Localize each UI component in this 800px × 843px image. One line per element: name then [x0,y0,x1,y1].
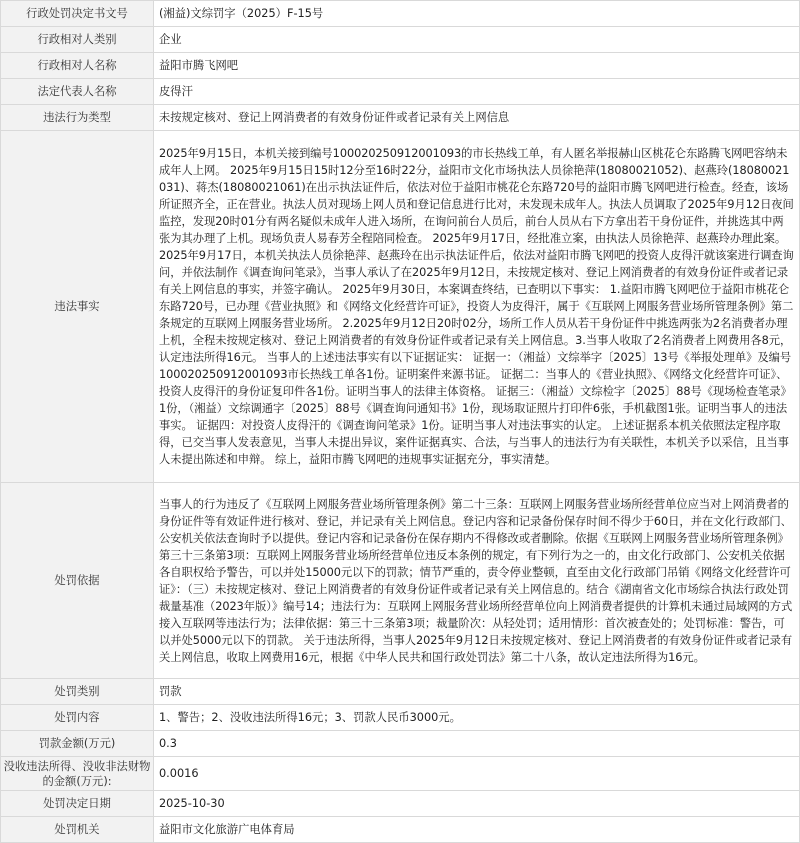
label-legal-representative: 法定代表人名称 [1,79,154,105]
value-party-category: 企业 [154,27,800,53]
label-party-category: 行政相对人类别 [1,27,154,53]
value-decision-date: 2025-10-30 [154,791,800,817]
row-party-category [1,27,800,53]
row-violation-type [1,105,800,131]
row-party-name [1,53,800,79]
value-violation-type: 未按规定核对、登记上网消费者的有效身份证件或者记录有关上网信息 [154,105,800,131]
label-penalty-category: 处罚类别 [1,679,154,705]
label-confiscation-amount: 没收违法所得、没收非法财物的金额(万元): [1,757,154,791]
label-party-name: 行政相对人名称 [1,53,154,79]
label-penalty-content: 处罚内容 [1,705,154,731]
value-penalty-content: 1、警告；2、没收违法所得16元；3、罚款人民币3000元。 [154,705,800,731]
row-penalty-authority [1,817,800,843]
value-legal-representative: 皮得汗 [154,79,800,105]
value-violation-facts: 2025年9月15日，本机关接到编号10002025091200109​3的市长热线工单，有人匿名举报赫山区桃花仑东路腾飞网吧容纳未成年人上网。 2025年9月15日15时12分至16时22分，益阳市文化市场执法人员徐艳萍(18080021052)、赵燕玲(18080021031)、蒋杰(18080021061)在出示执法证件后，依法对位于益阳市桃花仑东路720号的益阳市腾飞网吧进行检查。经查，该场所证照齐全，正在营业。执法人员对现场上网人员和登记信息进行比对，未发现未成年人。执法人员调取了2025年9月12日夜间监控，发现20时01分有两名疑似未成年人进入场所，在询问前台人员后，前台人员从右下方拿出若干身份证件，并挑选其中两张为其办理了上机。现场负责人易春芳全程陪同检查。 2025年9月17日，经批准立案，由执法人员徐艳萍、赵燕玲办理此案。 2025年9月17日，本机关执法人员徐艳萍、赵燕玲在出示执法证件后，依法对益阳市腾飞网吧的投资人皮得汗就该案进行调查询问，并依法制作《调查询问笔录》，当事人承认了在2025年9月12日，未按规定核对、登记上网消费者的有效身份证件或者记录有关上网信息的事实，并签字确认。 2025年9月30日，本案调查终结，已查明以下事实： 1.益阳市腾飞网吧位于益阳市桃花仑东路720号，已办理《营业执照》和《网络文化经营许可证》，投资人为皮得汗，属于《互联网上网服务营业场所管理条例》第二条规定的互联网上网服务营业场所。 2.2025年9月12日20时02分，场所工作人员从若干身份证件中挑选两张为2名消费者办理上机，全程未按规定核对、登记上网消费者的有效身份证件或者记录有关上网信息。3.当事人收取了2名消费者上网费用各8元，认定违法所得16元。 当事人的上述违法事实有以下证据证实： 证据一：（湘益）文综举字〔2025〕13号《举报处理单》及编号10002025091200109​3市长热线工单各1份。证明案件来源书证。 证据二：当事人的《营业执照》、《网络文化经营许可证》、投资人皮得汗的身份证复印件各1份。证明当事人的法律主体资格。 证据三：（湘益）文综检字〔2025〕88号《现场检查笔录》1份，（湘益）文综调通字〔2025〕88号《调查询问通知书》1份，现场取证照片打印件6张，手机截图1张。证明当事人的违法事实。 证据四：对投资人皮得汗的《调查询问笔录》1份。证明当事人对违法事实的认定。 上述证据系本机关依照法定程序取得，已交当事人发表意见，当事人未提出异议，案件证据真实、合法，与当事人的违法行为有关联性，本机关予以采信，且当事人未提出陈述和申辩。 综上，益阳市腾飞网吧的违规事实证据充分，事实清楚。 [154,131,800,483]
label-violation-facts: 违法事实 [1,131,154,483]
row-violation-facts [1,131,800,483]
value-penalty-authority: 益阳市文化旅游广电体育局 [154,817,800,843]
row-penalty-category [1,679,800,705]
value-penalty-basis: 当事人的行为违反了《互联网上网服务营业场所管理条例》第二十三条：互联网上网服务营业场所经营单位应当对上网消费者的身份证件等有效证件进行核对、登记，并记录有关上网信息。登记内容和记录备份保存时间不得少于60日，并在文化行政部门、公安机关依法查询时予以提供。登记内容和记录备份在保存期内不得修改或者删除。依据《互联网上网服务营业场所管理条例》第三十三条第3项：互联网上网服务营业场所经营单位违反本条例的规定，有下列行为之一的，由文化行政部门、公安机关依据各自职权给予警告，可以并处15000元以下的罚款；情节严重的，责令停业整顿，直至由文化行政部门吊销《网络文化经营许可证》：（三）未按规定核对、登记上网消费者的有效身份证件或者记录有关上网信息的。结合《湖南省文化市场综合执法行政处罚裁量基准（2023年版）》编号14；违法行为：互联网上网服务营业场所经营单位向上网消费者提供的计算机未通过局域网的方式接入互联网等违法行为；法律依据：第三十三条第3项；裁量阶次：从轻处罚；适用情形：首次被查处的；处罚标准：警告，可以并处5000元以下的罚款。 关于违法所得，当事人2025年9月12日未按规定核对、登记上网消费者的有效身份证件或者记录有关上网信息，收取上网费用16元，根据《中华人民共和国行政处罚法》第二十八条，故认定违法所得为16元。 [154,483,800,679]
value-fine-amount: 0.3 [154,731,800,757]
label-fine-amount: 罚款金额(万元) [1,731,154,757]
label-penalty-basis: 处罚依据 [1,483,154,679]
row-penalty-content [1,705,800,731]
row-penalty-basis [1,483,800,679]
value-confiscation-amount: 0.0016 [154,757,800,791]
row-decision-date [1,791,800,817]
value-penalty-category: 罚款 [154,679,800,705]
value-party-name: 益阳市腾飞网吧 [154,53,800,79]
row-decision-number [1,1,800,27]
value-decision-number: (湘益)文综罚字（2025）F-15号 [154,1,800,27]
row-legal-representative [1,79,800,105]
row-fine-amount [1,731,800,757]
row-confiscation-amount [1,757,800,791]
label-decision-number: 行政处罚决定书文号 [1,1,154,27]
label-decision-date: 处罚决定日期 [1,791,154,817]
label-penalty-authority: 处罚机关 [1,817,154,843]
label-violation-type: 违法行为类型 [1,105,154,131]
